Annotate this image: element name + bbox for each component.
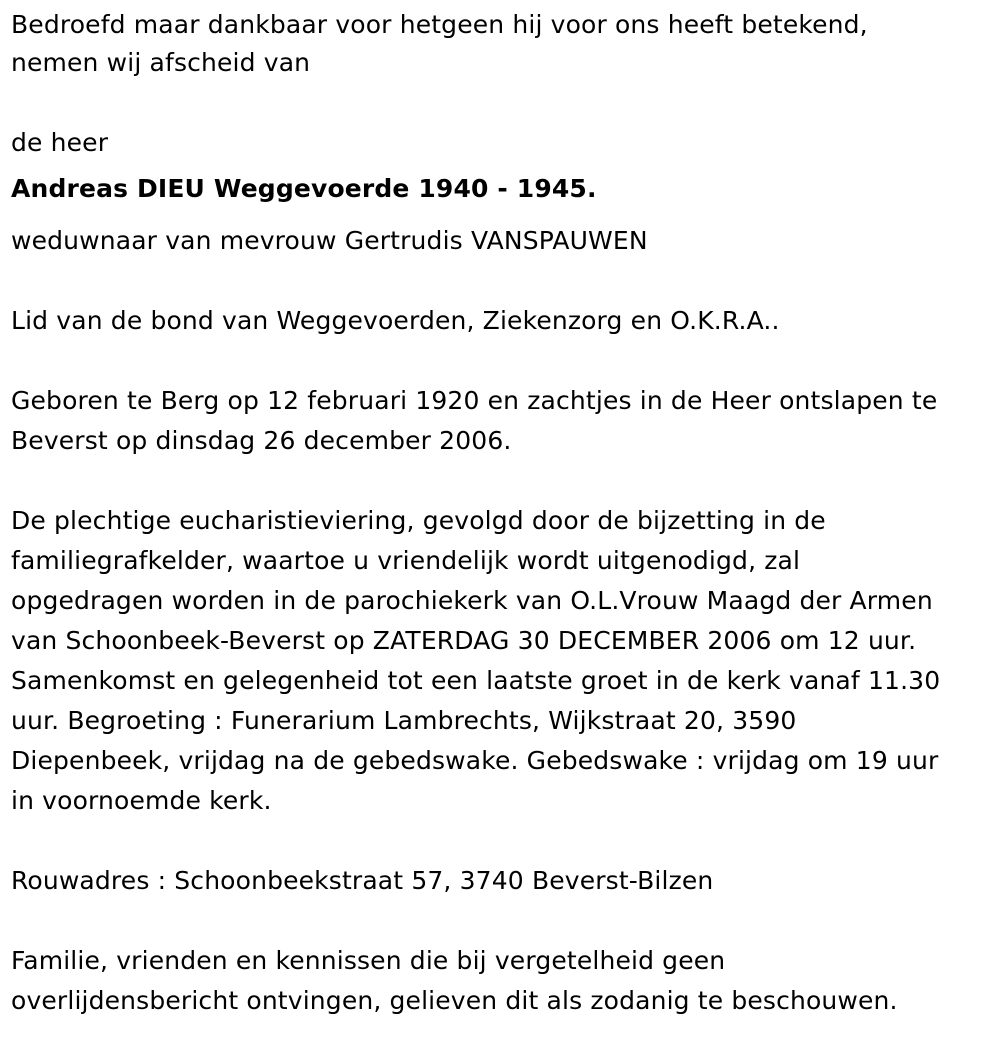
spacer [11, 461, 996, 501]
ceremony-line-7: Diepenbeek, vrijdag na de gebedswake. Gebedswake : vrijdag om 19 uur [11, 746, 939, 775]
mourning-address: Rouwadres : Schoonbeekstraat 57, 3740 Beverst-Bilzen [11, 866, 714, 895]
spacer [11, 83, 996, 123]
deceased-name: Andreas DIEU Weggevoerde 1940 - 1945. [11, 174, 597, 203]
ceremony-line-8: in voornoemde kerk. [11, 786, 272, 815]
spacer [11, 261, 996, 301]
spacer [11, 341, 996, 381]
closing-line-2: overlijdensbericht ontvingen, gelieven dit als zodanig te beschouwen. [11, 986, 898, 1015]
intro-line-1: Bedroefd maar dankbaar voor hetgeen hij voor ons heeft betekend, [11, 10, 868, 39]
spacer [11, 901, 996, 941]
ceremony-line-3: opgedragen worden in de parochiekerk van O.L.Vrouw Maagd der Armen [11, 586, 933, 615]
birth-death-line-2: Beverst op dinsdag 26 december 2006. [11, 426, 512, 455]
membership-line: Lid van de bond van Weggevoerden, Ziekenzorg en O.K.R.A.. [11, 306, 780, 335]
ceremony-line-5: Samenkomst en gelegenheid tot een laatste groet in de kerk vanaf 11.30 [11, 666, 941, 695]
intro-line-2: nemen wij afscheid van [11, 48, 311, 77]
death-notice [11, 0, 996, 1021]
ceremony-line-4: van Schoonbeek-Beverst op ZATERDAG 30 DECEMBER 2006 om 12 uur. [11, 626, 917, 655]
spouse-line: weduwnaar van mevrouw Gertrudis VANSPAUWEN [11, 226, 648, 255]
ceremony-line-2: familiegrafkelder, waartoe u vriendelijk wordt uitgenodigd, zal [11, 546, 801, 575]
closing-line-1: Familie, vrienden en kennissen die bij vergetelheid geen [11, 946, 726, 975]
ceremony-line-6: uur. Begroeting : Funerarium Lambrechts, Wijkstraat 20, 3590 [11, 706, 797, 735]
spacer [11, 821, 996, 861]
birth-death-line-1: Geboren te Berg op 12 februari 1920 en zachtjes in de Heer ontslapen te [11, 386, 938, 415]
ceremony-line-1: De plechtige eucharistieviering, gevolgd door de bijzetting in de [11, 506, 826, 535]
salutation: de heer [11, 128, 109, 157]
